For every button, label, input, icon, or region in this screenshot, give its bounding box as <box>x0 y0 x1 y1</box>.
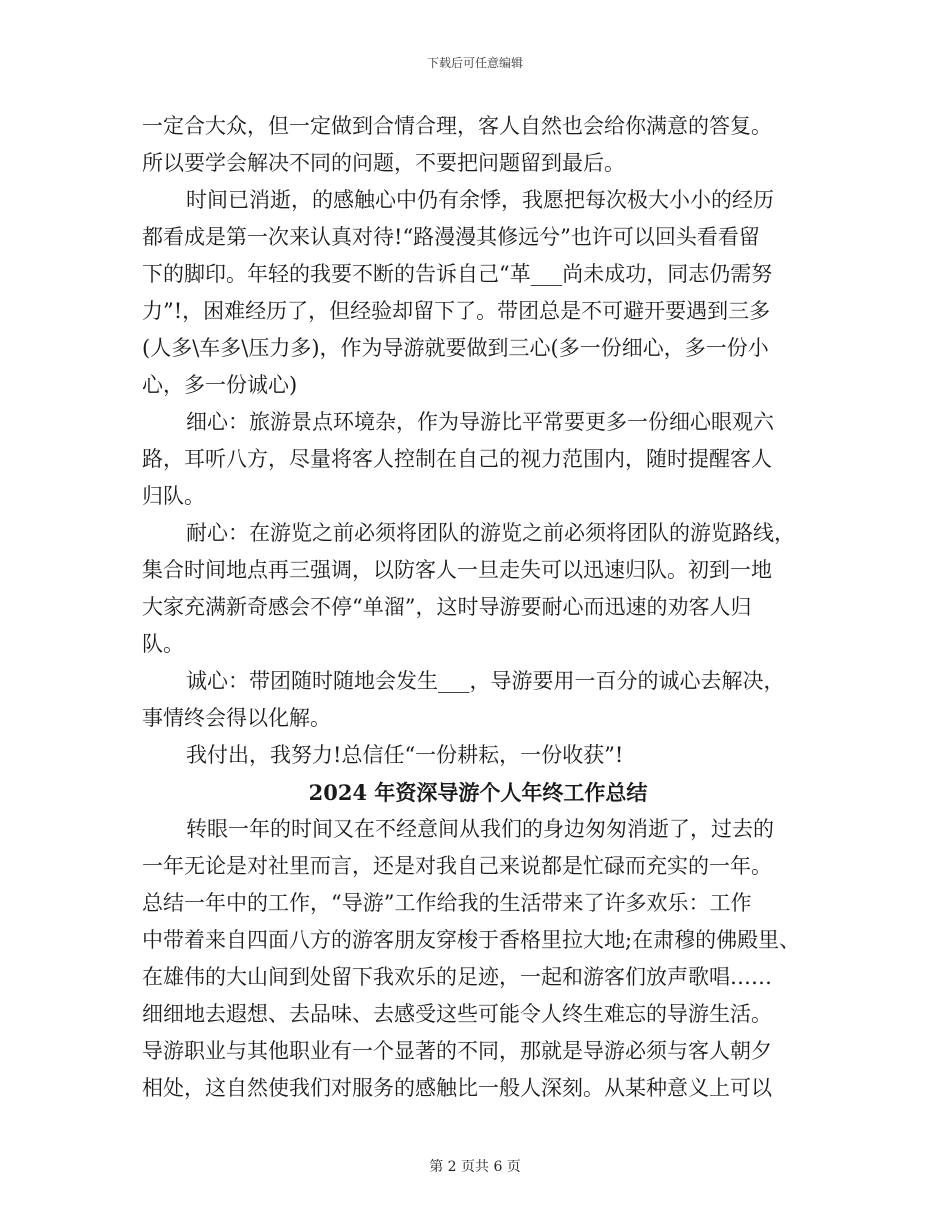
document-body <box>142 108 814 1107</box>
text-line: 下的脚印。年轻的我要不断的告诉自己“革___尚未成功，同志仍需努 <box>142 262 773 286</box>
text-line: 大家充满新奇感会不停“单溜”，这时导游要耐心而迅速的劝客人归 <box>142 595 752 619</box>
text-line: 导游职业与其他职业有一个显著的不同，那就是导游必须与客人朝夕 <box>142 1039 772 1063</box>
text-line: 总结一年中的工作，“导游”工作给我的生活带来了许多欢乐：工作 <box>142 891 752 915</box>
text-line: 一年无论是对社里而言，还是对我自己来说都是忙碌而充实的一年。 <box>142 854 772 878</box>
text-line: 都看成是第一次来认真对待!“路漫漫其修远兮”也许可以回头看看留 <box>142 225 760 249</box>
text-line: 在雄伟的大山间到处留下我欢乐的足迹，一起和游客们放声歌唱…… <box>142 965 772 989</box>
page-header-note: 下载后可任意编辑 <box>426 56 523 70</box>
text-line: 力”!，困难经历了，但经验却留下了。带团总是不可避开要遇到三多 <box>142 299 771 323</box>
text-line: 所以要学会解决不同的问题，不要把问题留到最后。 <box>142 151 625 175</box>
text-line: 心，多一份诚心) <box>142 373 298 397</box>
text-line: (人多\车多\压力多)，作为导游就要做到三心(多一份细心，多一份小 <box>142 336 769 360</box>
paragraph-start: 我付出，我努力!总信任“一份耕耘，一份收获”! <box>186 743 624 767</box>
text-line: 队。 <box>142 632 184 656</box>
paragraph-start: 耐心：在游览之前必须将团队的游览之前必须将团队的游览路线， <box>186 521 795 545</box>
text-line: 路，耳听八方，尽量将客人控制在自己的视力范围内，随时提醒客人 <box>142 447 772 471</box>
paragraph-start: 时间已消逝，的感触心中仍有余悸，我愿把每次极大小小的经历 <box>186 188 774 212</box>
text-line: 集合时间地点再三强调，以防客人一旦走失可以迅速归队。初到一地 <box>142 558 772 582</box>
paragraph-start: 诚心：带团随时随地会发生___，导游要用一百分的诚心去解决， <box>186 669 785 693</box>
section-title: 2024 年资深导游个人年终工作总结 <box>308 780 648 805</box>
paragraph-start: 转眼一年的时间又在不经意间从我们的身边匆匆消逝了，过去的 <box>186 817 774 841</box>
text-line: 中带着来自四面八方的游客朋友穿梭于香格里拉大地;在肃穆的佛殿里、 <box>142 928 801 952</box>
text-line: 事情终会得以化解。 <box>142 706 331 730</box>
text-line: 一定合大众，但一定做到合情合理，客人自然也会给你满意的答复。 <box>142 114 772 138</box>
text-line: 细细地去遐想、去品味、去感受这些可能令人终生难忘的导游生活。 <box>142 1002 772 1026</box>
page-number: 第 2 页共 6 页 <box>429 1159 521 1175</box>
text-line: 归队。 <box>142 484 205 508</box>
text-line: 相处，这自然使我们对服务的感触比一般人深刻。从某种意义上可以 <box>142 1076 772 1100</box>
paragraph-start: 细心：旅游景点环境杂，作为导游比平常要更多一份细心眼观六 <box>186 410 774 434</box>
